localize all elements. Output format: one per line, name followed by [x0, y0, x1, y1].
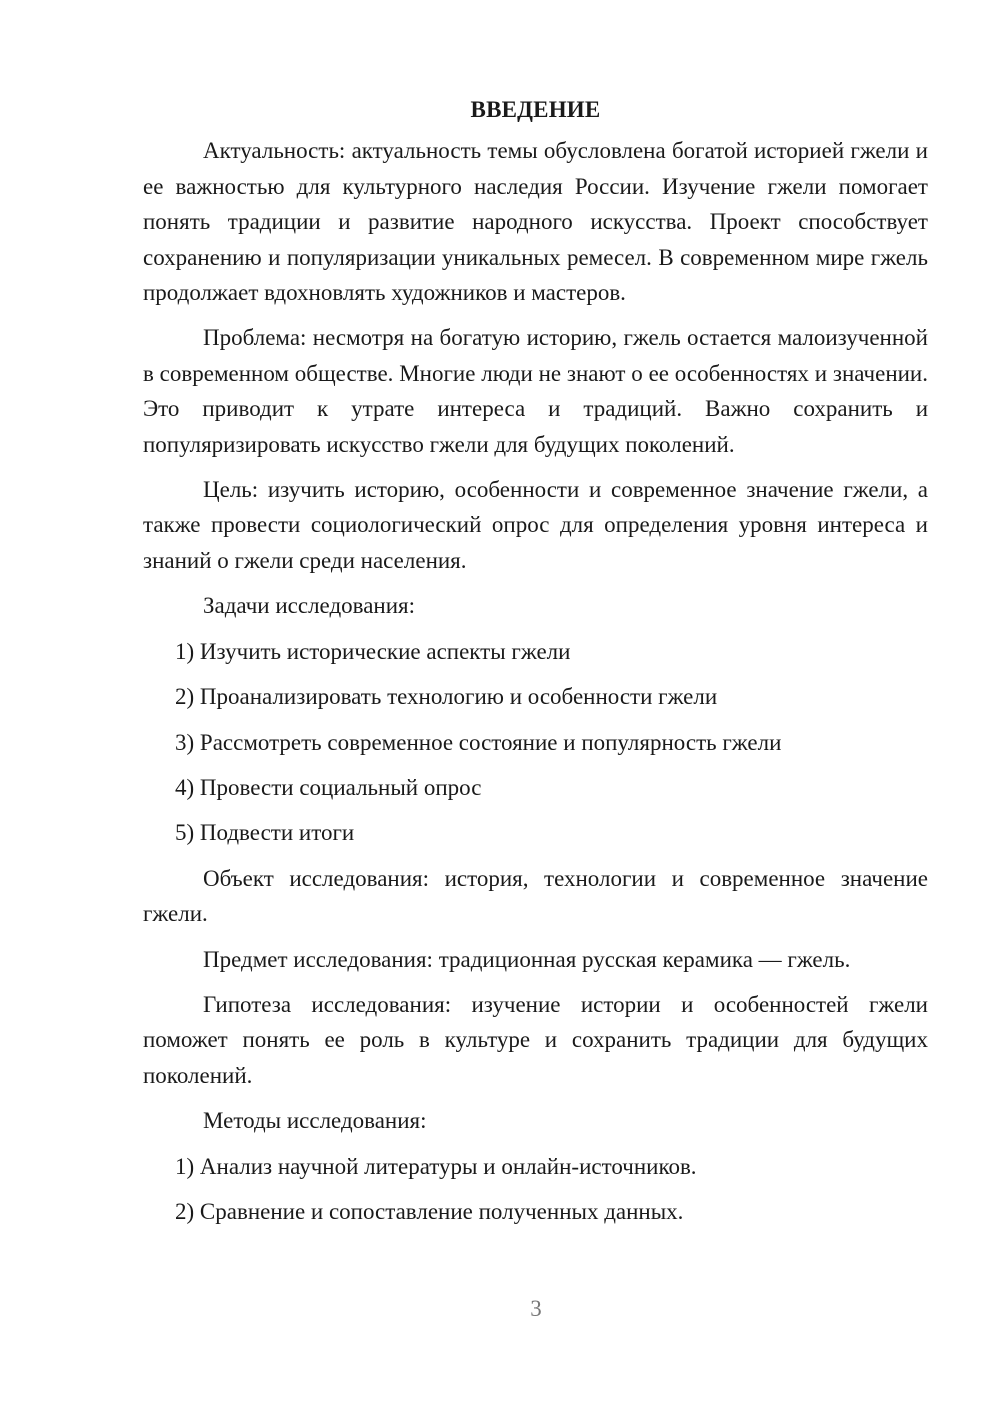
- task-item: 5) Подвести итоги: [175, 820, 355, 846]
- task-item: 4) Провести социальный опрос: [175, 774, 482, 800]
- page-number: 3: [530, 1296, 542, 1321]
- problem-paragraph: Проблема: несмотря на богатую историю, гжель остается малоизученной в современном обществе. Многие люди не знают о ее особенностях и значении. Это приводит к утрате интереса и традиций. Важно сохранить и популяризировать искусство гжели для будущих поколений.: [143, 325, 928, 457]
- tasks-label: Задачи исследования:: [203, 593, 416, 619]
- subject-paragraph: Предмет исследования: традиционная русская керамика — гжель.: [203, 946, 851, 972]
- task-item: 3) Рассмотреть современное состояние и популярность гжели: [175, 729, 782, 755]
- methods-label: Методы исследования:: [203, 1108, 427, 1134]
- goal-paragraph: Цель: изучить историю, особенности и современное значение гжели, а также провести социологический опрос для определения уровня интереса и знаний о гжели среди населения.: [143, 477, 928, 573]
- task-item: 1) Изучить исторические аспекты гжели: [175, 638, 571, 664]
- section-heading: ВВЕДЕНИЕ: [470, 97, 601, 122]
- relevance-paragraph: Актуальность: актуальность темы обусловлена богатой историей гжели и ее важностью для культурного наследия России. Изучение гжели помогает понять традиции и развитие народного искусства. Проект способствует сохранению и популяризации уникальных ремесел. В современном мире гжель продолжает вдохновлять художников и мастеров.: [143, 138, 928, 306]
- task-item: 2) Проанализировать технологию и особенности гжели: [175, 684, 718, 710]
- object-paragraph: Объект исследования: история, технологии и современное значение гжели.: [143, 865, 928, 927]
- method-item: 1) Анализ научной литературы и онлайн-источников.: [175, 1153, 697, 1179]
- hypothesis-paragraph: Гипотеза исследования: изучение истории и особенностей гжели поможет понять ее роль в культуре и сохранить традиции для будущих поколений.: [143, 991, 928, 1088]
- page-content: [143, 92, 928, 1239]
- method-item: 2) Сравнение и сопоставление полученных данных.: [175, 1198, 684, 1224]
